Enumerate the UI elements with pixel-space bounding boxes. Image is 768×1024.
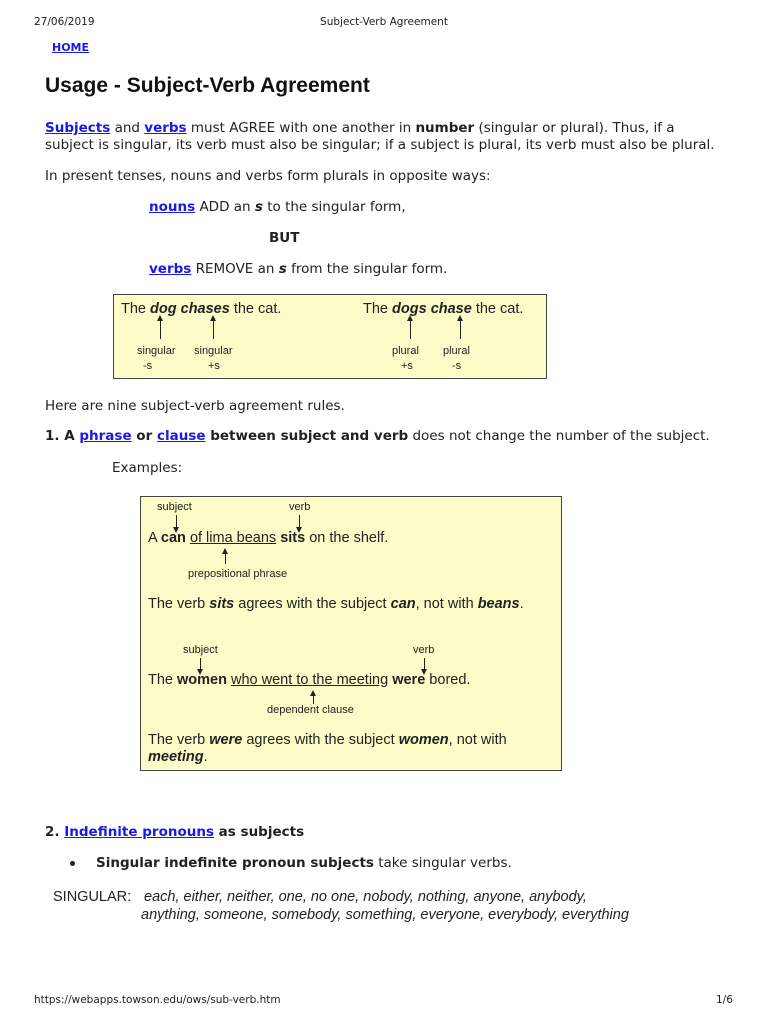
nouns-rule: nouns ADD an s to the singular form, [149, 199, 406, 215]
footer-url: https://webapps.towson.edu/ows/sub-verb.htm [34, 994, 281, 1006]
plural-example-box [113, 294, 547, 379]
label-singular-plus: singular +s [194, 345, 233, 372]
rule-1: 1. A phrase or clause between subject and verb does not change the number of the subject. [45, 428, 710, 444]
print-page-title: Subject-Verb Agreement [320, 16, 448, 28]
arrow-down-icon [200, 658, 201, 670]
label-plural-minus: plural -s [443, 345, 470, 372]
verb-label-2: verb [413, 644, 435, 656]
page-title: Usage - Subject-Verb Agreement [45, 74, 370, 97]
verbs-rule: verbs REMOVE an s from the singular form. [149, 261, 448, 277]
home-link[interactable]: HOME [52, 41, 90, 54]
footer-page-number: 1/6 [716, 994, 733, 1006]
subjects-link[interactable]: Subjects [45, 120, 111, 136]
bullet-icon [70, 861, 75, 866]
nouns-link[interactable]: nouns [149, 199, 196, 215]
singular-pronouns [53, 888, 131, 906]
arrow-up-icon [213, 320, 214, 339]
singular-sentence: The dog chases the cat. [121, 301, 282, 317]
singular-pronoun-list-2: anything, someone, somebody, something, everyone, everybody, everything [141, 907, 629, 923]
arrow-down-icon [176, 515, 177, 528]
phrase-link[interactable]: phrase [79, 428, 132, 444]
arrow-up-icon [160, 320, 161, 339]
label-singular-minus: singular -s [137, 345, 176, 372]
arrow-up-icon [313, 695, 314, 704]
dependent-clause-label: dependent clause [267, 704, 354, 716]
arrow-down-icon [299, 515, 300, 528]
verbs-link[interactable]: verbs [144, 120, 187, 136]
subject-label: subject [157, 501, 192, 513]
present-tense-text: In present tenses, nouns and verbs form plurals in opposite ways: [45, 168, 491, 184]
bullet-singular: Singular indefinite pronoun subjects take singular verbs. [96, 855, 512, 871]
but-text: BUT [269, 230, 300, 246]
arrow-down-icon [424, 658, 425, 670]
verbs-link-2[interactable]: verbs [149, 261, 192, 277]
example-explanation-2: The verb were agrees with the subject women, not with meeting. [148, 732, 507, 765]
print-date: 27/06/2019 [34, 16, 95, 28]
intro-paragraph: Subjects and verbs must AGREE with one another in number (singular or plural). Thus, if a subject is singular, its verb must also be singular; if a subject is plural, its verb must also be plural. [45, 120, 715, 153]
prepositional-phrase-label: prepositional phrase [188, 568, 288, 580]
rule-2: 2. Indefinite pronouns as subjects [45, 824, 305, 840]
nine-rules-text: Here are nine subject-verb agreement rules. [45, 398, 345, 414]
plural-sentence: The dogs chase the cat. [363, 301, 524, 317]
example-sentence-2: The women who went to the meeting were bored. [148, 672, 471, 688]
subject-label-2: subject [183, 644, 218, 656]
arrow-up-icon [225, 553, 226, 564]
examples-box [140, 496, 562, 771]
arrow-up-icon [410, 320, 411, 339]
clause-link[interactable]: clause [156, 428, 206, 444]
example-sentence-1: A can of lima beans sits on the shelf. [148, 530, 389, 546]
examples-label: Examples: [112, 460, 183, 476]
arrow-up-icon [460, 320, 461, 339]
indefinite-pronouns-link[interactable]: Indefinite pronouns [64, 824, 214, 840]
singular-label: SINGULAR: [53, 889, 132, 905]
verb-label: verb [289, 501, 311, 513]
label-plural-plus: plural +s [392, 345, 419, 372]
singular-pronoun-list-1: each, either, neither, one, no one, nobody, nothing, anyone, anybody, [144, 889, 587, 905]
example-explanation-1: The verb sits agrees with the subject can, not with beans. [148, 596, 524, 612]
